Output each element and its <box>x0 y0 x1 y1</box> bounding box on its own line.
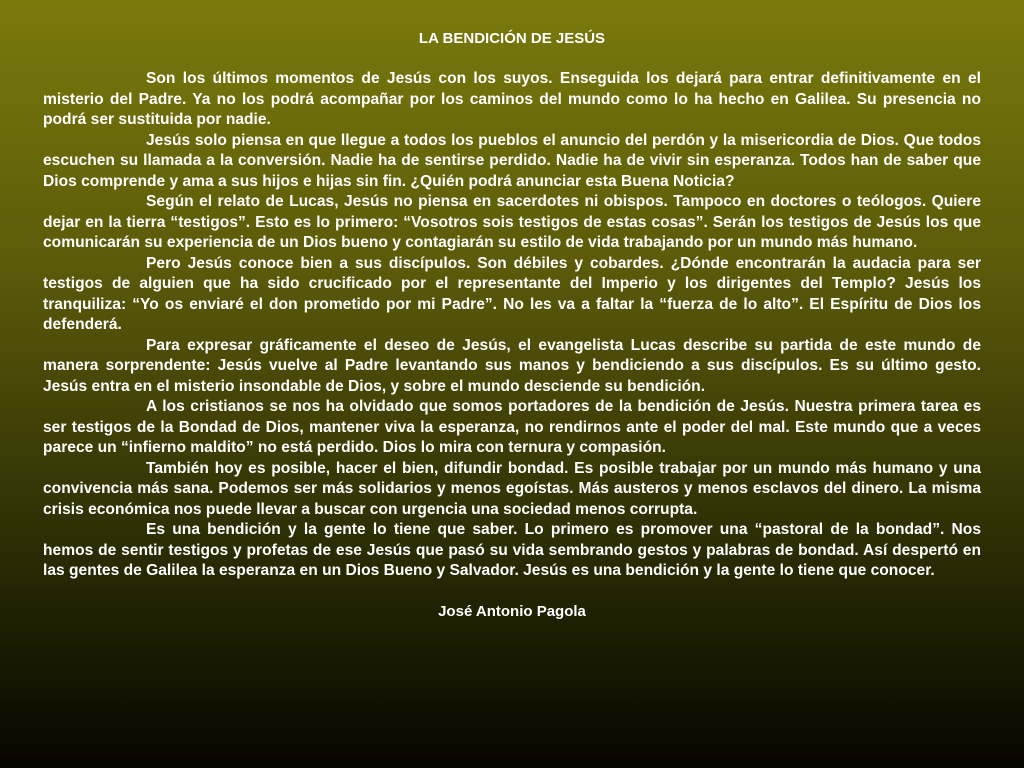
document-title: LA BENDICIÓN DE JESÚS <box>418 30 606 47</box>
paragraph-3: Según el relato de Lucas, Jesús no piensa en sacerdotes ni obispos. Tampoco en doctores o teólogos. Quiere dejar en la tierra “testigos”. Esto es lo primero: “Vosotros sois testigos de estas cosas”. Serán los testigos de Jesús los que comunicarán su experiencia de un Dios bueno y contagiarán su estilo de vida trabajando por un mundo más humano. <box>43 193 981 251</box>
paragraph-5: Para expresar gráficamente el deseo de Jesús, el evangelista Lucas describe su partida de este mundo de manera sorprendente: Jesús vuelve al Padre levantando sus manos y bendiciendo a sus discípulos. Es su último gesto. Jesús entra en el misterio insondable de Dios, y sobre el mundo desciende su bendición. <box>43 336 981 395</box>
paragraph-4: Pero Jesús conoce bien a sus discípulos. Son débiles y cobardes. ¿Dónde encontrarán la audacia para ser testigos de alguien que ha sido crucificado por el representante del Imperio y los dirigentes del Templo? Jesús los tranquiliza: “Yo os enviaré el don prometido por mi Padre”. No les va a faltar la “fuerza de lo alto”. El Espíritu de Dios los defenderá. <box>43 254 981 333</box>
paragraph-6: A los cristianos se nos ha olvidado que somos portadores de la bendición de Jesús. Nuestra primera tarea es ser testigos de la Bondad de Dios, mantener viva la esperanza, no rendirnos ante el poder del mal. Este mundo que a veces parece un “infierno maldito” no está perdido. Dios lo mira con ternura y compasión. <box>43 398 981 456</box>
author-signature: José Antonio Pagola <box>438 602 586 620</box>
paragraph-7: También hoy es posible, hacer el bien, difundir bondad. Es posible trabajar por un mundo más humano y una convivencia más sana. Podemos ser más solidarios y menos egoístas. Más austeros y menos esclavos del dinero. La misma crisis económica nos puede llevar a buscar con urgencia una sociedad menos corrupta. <box>43 459 981 518</box>
paragraph-8: Es una bendición y la gente lo tiene que saber. Lo primero es promover una “pastoral de la bondad”. Nos hemos de sentir testigos y profetas de ese Jesús que pasó su vida sembrando gestos y palabras de bondad. Así despertó en las gentes de Galilea la esperanza en un Dios Bueno y Salvador. Jesús es una bendición y la gente lo tiene que conocer. <box>43 521 981 579</box>
paragraph-2: Jesús solo piensa en que llegue a todos los pueblos el anuncio del perdón y la misericordia de Dios. Que todos escuchen su llamada a la conversión. Nadie ha de sentirse perdido. Nadie ha de vivir sin esperanza. Todos han de saber que Dios comprende y ama a sus hijos e hijas sin fin. ¿Quién podrá anunciar esta Buena Noticia? <box>43 131 981 190</box>
document-body <box>43 69 981 582</box>
paragraph-1: Son los últimos momentos de Jesús con los suyos. Enseguida los dejará para entrar definitivamente en el misterio del Padre. Ya no los podrá acompañar por los caminos del mundo como lo ha hecho en Galilea. Su presencia no podrá ser sustituida por nadie. <box>43 70 981 128</box>
